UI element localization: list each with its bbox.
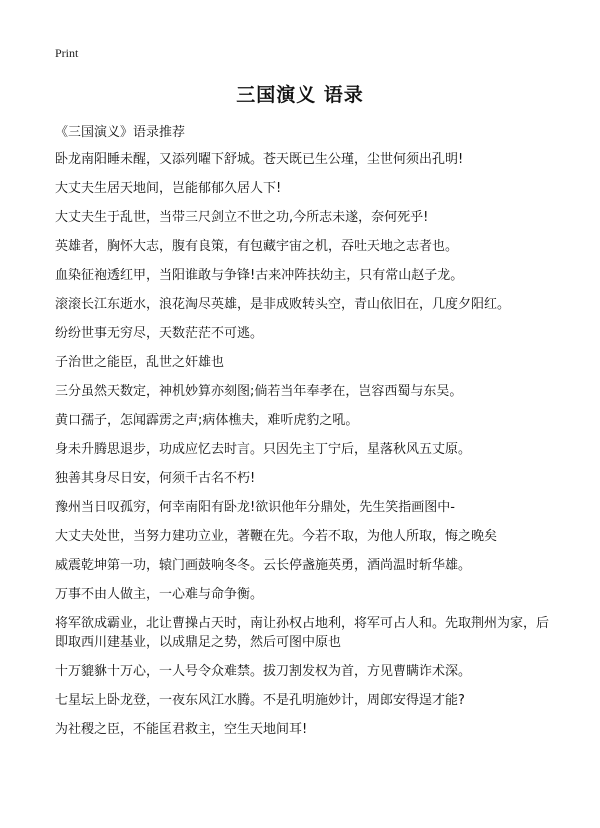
print-link[interactable]: Print (55, 46, 79, 60)
quote-item: 将军欲成霸业，北让曹操占天时，南让孙权占地利，将军可占人和。先取荆州为家，后即取西川建基业，以成鼎足之势，然后可图中原也 (55, 616, 550, 650)
quote-item: 万事不由人做主，一心难与命争衡。 (55, 587, 264, 602)
quote-item: 血染征袍透红甲，当阳谁敢与争锋!古来冲阵扶幼主，只有常山赵子龙。 (55, 268, 464, 283)
quote-item: 滚滚长江东逝水，浪花淘尽英雄，是非成败转头空，青山依旧在，几度夕阳红。 (55, 297, 511, 312)
quote-item: 三分虽然天数定，神机妙算亦刻图;倘若当年奉孝在，岂容西蜀与东吴。 (55, 384, 463, 399)
quote-item: 英雄者，胸怀大志，腹有良策，有包藏宇宙之机，吞吐天地之志者也。 (55, 239, 459, 254)
quote-item: 七星坛上卧龙登，一夜东风江水腾。不是孔明施妙计，周郎安得逞才能? (55, 693, 465, 708)
quote-list (55, 150, 555, 749)
quote-item: 大丈夫处世，当努力建功立业，著鞭在先。今若不取，为他人所取，悔之晚矣 (55, 529, 498, 544)
quote-item: 十万貔貅十万心，一人号令众难禁。拔刀割发权为首，方见曹瞒诈术深。 (55, 664, 472, 679)
quote-item: 威震乾坤第一功，辕门画鼓响冬冬。云长停盏施英勇，酒尚温时斩华雄。 (55, 558, 472, 573)
quote-item: 卧龙南阳睡未醒，又添列曜下舒城。苍天既已生公瑾，尘世何须出孔明! (55, 152, 464, 167)
quote-item: 身未升腾思退步，功成应忆去时言。只因先主丁宁后，星落秋风五丈原。 (55, 442, 472, 457)
quote-item: 大丈夫生于乱世，当带三尺剑立不世之功,今所志未遂，奈何死乎! (55, 210, 429, 225)
page-title: 三国演义 语录 (236, 84, 364, 106)
quote-item: 豫州当日叹孤穷，何幸南阳有卧龙!欲识他年分鼎处，先生笑指画图中- (55, 500, 455, 515)
quote-item: 为社稷之臣，不能匡君救主，空生天地间耳! (55, 722, 308, 737)
quote-item: 纷纷世事无穷尽，天数茫茫不可逃。 (55, 326, 264, 341)
quote-item: 黄口孺子，怎闻霹雳之声;病体樵夫，难听虎豹之吼。 (55, 413, 359, 428)
quote-item: 大丈夫生居天地间，岂能郁郁久居人下! (55, 181, 282, 196)
section-subtitle: 《三国演义》语录推荐 (55, 125, 186, 140)
quote-item: 子治世之能臣，乱世之奸雄也 (55, 355, 225, 370)
quote-item: 独善其身尽日安，何须千古名不朽! (55, 471, 256, 486)
